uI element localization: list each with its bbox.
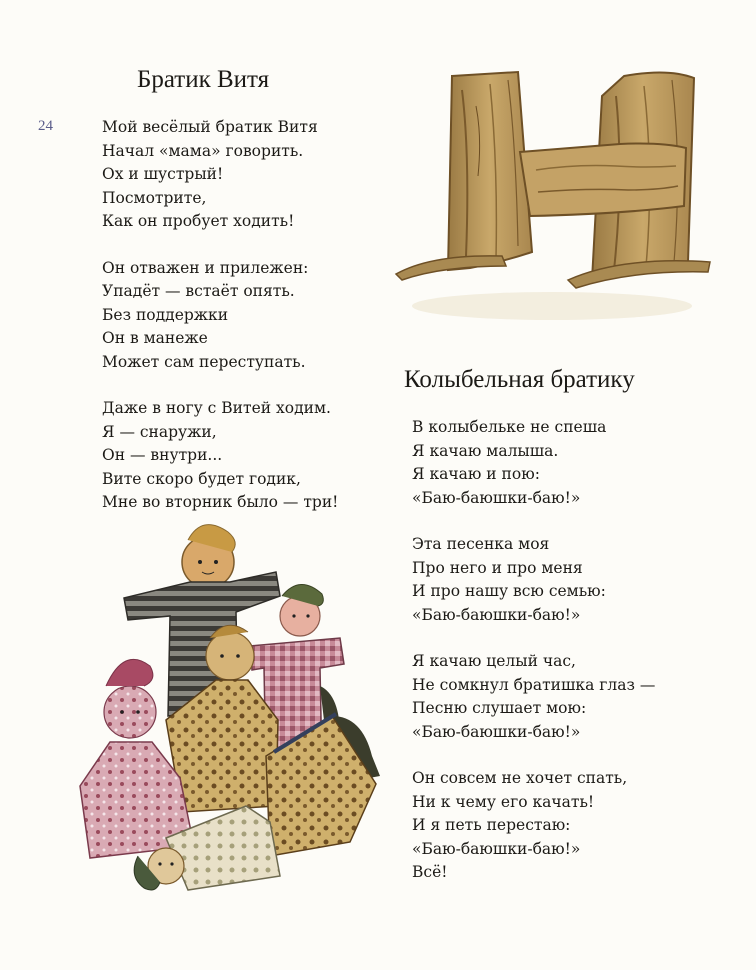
poem-line: Ох и шустрый!: [102, 165, 224, 183]
poem-line: Может сам переступать.: [102, 352, 306, 371]
stanza: [102, 397, 402, 515]
poem-line: И про нашу всю семью:: [412, 582, 606, 600]
poem-line: Мне во вторник было — три!: [102, 493, 339, 511]
poem-line: «Баю-баюшки-баю!»: [412, 488, 581, 507]
poem-line: Мой весёлый братик Витя: [102, 118, 318, 136]
stanza: [102, 116, 402, 234]
poem-line: В колыбельке не спеша: [412, 418, 607, 436]
poem-line: Не сомкнул братишка глаз —: [412, 675, 656, 694]
stanza: [412, 650, 742, 744]
stanza: [412, 767, 742, 885]
poem-line: Как он пробует ходить!: [102, 212, 295, 230]
poem-line: Я качаю целый час,: [412, 652, 576, 670]
poem-line: Без поддержки: [102, 305, 229, 324]
poem-line: Он — внутри...: [102, 446, 223, 464]
poem-line: Ни к чему его качать!: [412, 792, 595, 811]
poem-line: Даже в ногу с Витей ходим.: [102, 399, 331, 417]
stanza: [412, 416, 742, 510]
page-number: 24: [38, 118, 53, 134]
poem-line: «Баю-баюшки-баю!»: [412, 605, 581, 624]
poem-title-kolybelnaya: Колыбельная братику: [404, 366, 635, 393]
wooden-cradle-illustration: [392, 66, 714, 336]
poem-line: Песню слушает мою:: [412, 699, 587, 717]
poem-line: Я — снаружи,: [102, 422, 217, 441]
poem-line: Он отважен и прилежен:: [102, 258, 309, 277]
poem-title-bratik-vitya: Братик Витя: [137, 66, 270, 93]
poem-line: «Баю-баюшки-баю!»: [412, 839, 581, 858]
poem-line: Я качаю и пою:: [412, 465, 540, 483]
poem-line: «Баю-баюшки-баю!»: [412, 722, 581, 741]
poem-line: Упадёт — встаёт опять.: [102, 282, 295, 300]
poem-line: Он в манеже: [102, 329, 208, 347]
poem-line: Он совсем не хочет спать,: [412, 769, 628, 787]
stanza: [102, 257, 402, 375]
rag-dolls-illustration: [70, 516, 390, 906]
poem-line: Посмотрите,: [102, 188, 207, 207]
poem-line: И я петь перестаю:: [412, 816, 571, 834]
poem-line: Я качаю малыша.: [412, 441, 559, 460]
poem-line: Эта песенка моя: [412, 535, 550, 553]
stanza: [412, 533, 742, 627]
poem-line: Вите скоро будет годик,: [102, 469, 301, 488]
poem-line: Начал «мама» говорить.: [102, 141, 304, 160]
poem-kolybelnaya: [412, 416, 742, 908]
poem-bratik-vitya: [102, 116, 402, 538]
poem-line: Всё!: [412, 863, 448, 881]
poem-line: Про него и про меня: [412, 558, 583, 577]
